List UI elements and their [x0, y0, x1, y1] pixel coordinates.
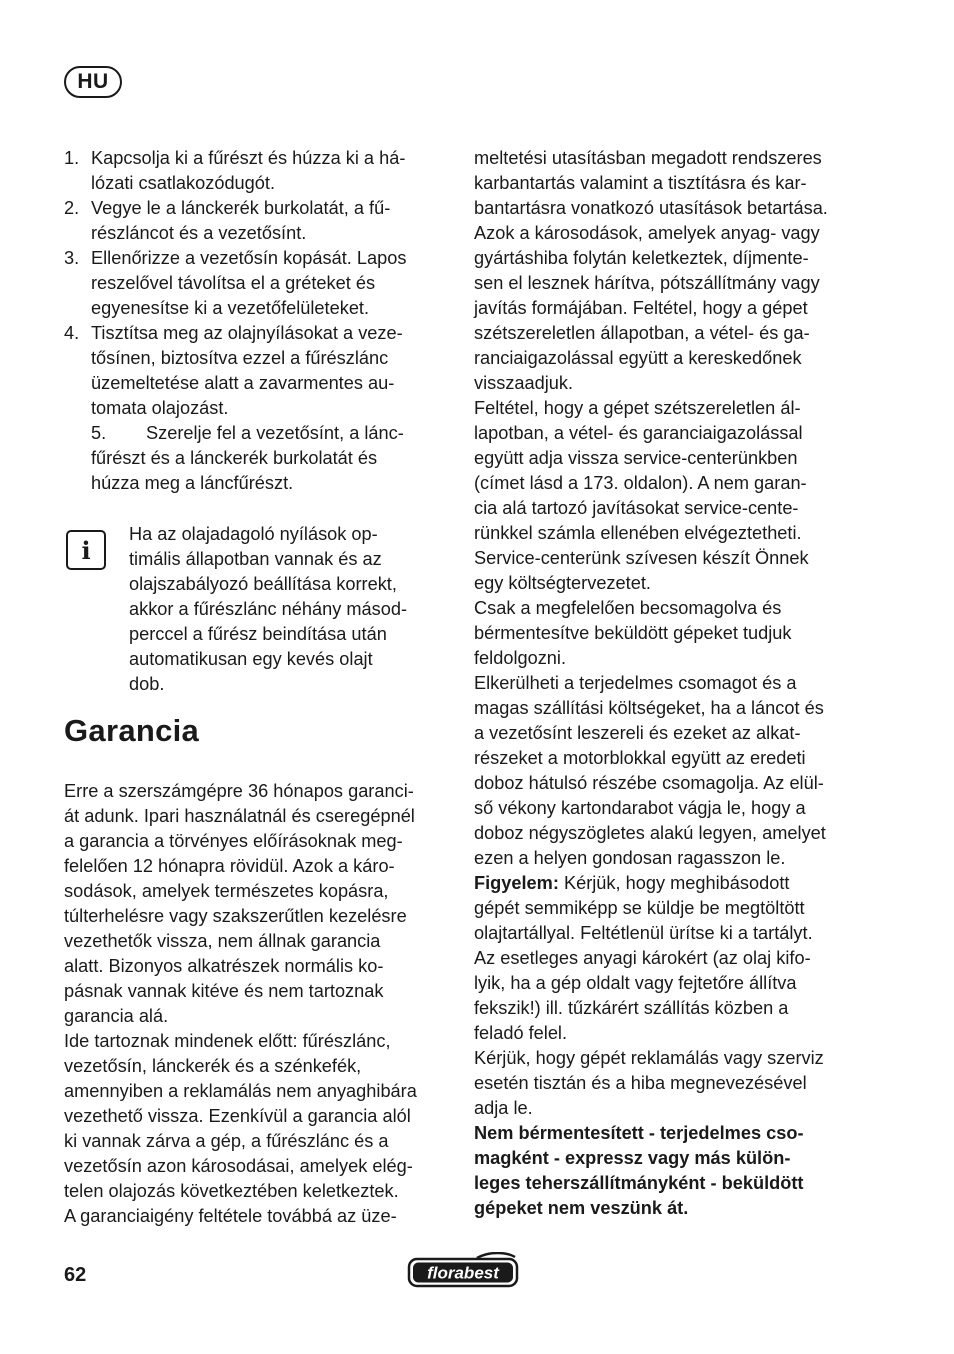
paragraph: Ide tartoznak mindenek előtt: fűrészlánc, vezetősín, lánckerék és a szénkefék, amennyiben a reklamálás nem anyaghibára vezethető vissza. Ezenkívül a garancia alól ki vannak zárva a gép, a fűrészlánc és a vezetősín azon károsodásai, amelyek elég- telen olajozás következtében keletkeztek.: [64, 1031, 417, 1201]
paragraph: Erre a szerszámgépre 36 hónapos garanci- át adunk. Ipari használatnál és cseregépnél a garancia a törvényes előírásoknak meg- felelően 12 hónapra rövidül. Azok a káro- sodások, amelyek természetes kopásra, túlterhelésre vagy szakszerűtlen kezelésre vezethetők vissza, nem állnak garancia alatt. Bizonyos alkatrészek normális ko- pásnak vannak kitéve és nem tartoznak garancia alá.: [64, 781, 415, 1026]
section-title-garancia: Garancia: [64, 713, 200, 748]
page-number: 62: [64, 1264, 87, 1286]
paragraph: Kérjük, hogy gépét reklamálás vagy szerviz esetén tisztán és a hiba megnevezésével adja le.: [474, 1048, 824, 1118]
step-number: 4.: [64, 323, 80, 343]
step-item: [64, 421, 454, 496]
step-text: Ellenőrizze a vezetősín kopását. Lapos reszelővel távolítsa el a gréteket és egyenesítse ki a vezetőfelületeket.: [91, 248, 407, 318]
right-column: [474, 146, 864, 1221]
garancia-text-left: [64, 779, 454, 1229]
step-item: [64, 146, 454, 196]
figyelem-paragraph: [474, 871, 864, 1046]
step-text: Szerelje fel a vezetősínt, a lánc- fűrészt és a lánckerék burkolatát és húzza meg a láncfűrészt.: [91, 423, 404, 493]
florabest-logo: [407, 1252, 519, 1288]
step-text: Kapcsolja ki a fűrészt és húzza ki a há- lózati csatlakozódugót.: [91, 148, 406, 193]
paragraph: Feltétel, hogy a gépet szétszereletlen ál- lapotban, a vétel- és garanciaigazolással együtt adja vissza service-centerünkben (címet lásd a 173. oldalon). A nem garan- cia alá tartozó javításokat service-cente- rünkkel számla ellenében elvégeztetheti. Service-centerünk szívesen készít Önnek egy költségtervezetet.: [474, 398, 809, 593]
figyelem-label: Figyelem:: [474, 873, 559, 893]
step-item: [64, 196, 454, 246]
info-text: Ha az olajadagoló nyílások op- timális állapotban vannak és az olajszabályozó beállítása korrekt, akkor a fűrészlánc néhány másod- perccel a fűrész beindítása után automatikusan egy kevés olajt dob.: [129, 524, 408, 694]
step-number: 3.: [64, 248, 80, 268]
figyelem-text: Kérjük, hogy meghibásodott gépét semmiképp se küldje be megtöltött olajtartállyal. Feltétlenül ürítse ki a tartályt. Az esetleges anyagi károkért (az olaj kifo- lyik, ha a gép oldalt vagy fejtetőre állítva fekszik!) ill. tűzkárért szállítás közben a feladó felel.: [474, 873, 813, 1043]
logo-text: florabest: [427, 1263, 499, 1283]
language-badge: HU: [64, 66, 122, 98]
paragraph: Elkerülheti a terjedelmes csomagot és a magas szállítási költségeket, ha a láncot és a vezetősínt leszereli és ezeket az alkat- részeket a motorblokkal együtt az eredeti doboz hátulsó részébe csomagolja. Az elül- ső vékony kartondarabot vágja le, hogy a doboz négyszögletes alakú legyen, amelyet ezen a helyen gondosan ragasszon le.: [474, 673, 826, 868]
paragraph: meltetési utasításban megadott rendszeres karbantartás valamint a tisztításra és kar- bantartásra vonatkozó utasítások betartása. Azok a károsodások, amelyek anyag- vagy gyártáshiba folytán keletkeztek, díjmente- sen el lesznek hárítva, pótszállítmány vagy javítás formájában. Feltétel, hogy a gépet szétszereletlen állapotban, a vétel- és ga- ranciaigazolással együtt a kereskedőnek visszaadjuk.: [474, 148, 828, 393]
step-number: 2.: [64, 198, 80, 218]
info-icon: i: [66, 530, 106, 570]
cleaning-steps: [64, 146, 454, 496]
paragraph: A garanciaigény feltétele továbbá az üze-: [64, 1206, 397, 1226]
paragraph: Csak a megfelelően becsomagolva és bérmentesítve beküldött gépeket tudjuk feldolgozni.: [474, 598, 792, 668]
step-number: 1.: [64, 148, 80, 168]
step-item: [64, 246, 454, 321]
step-text: Vegye le a lánckerék burkolatát, a fű- részláncot és a vezetősínt.: [91, 198, 391, 243]
left-column: [64, 146, 454, 1229]
info-note: [64, 522, 454, 697]
step-item: [64, 321, 454, 421]
step-number: 5.: [91, 423, 107, 443]
step-text: Tisztítsa meg az olajnyílásokat a veze- tősínen, biztosítva ezzel a fűrészlánc üzemeltetése alatt a zavarmentes au- tomata olajozást.: [91, 323, 403, 418]
shipping-notice: Nem bérmentesített - terjedelmes cso- magként - expressz vagy más külön- leges teherszállítmányként - beküldött gépeket nem veszünk át.: [474, 1123, 804, 1218]
